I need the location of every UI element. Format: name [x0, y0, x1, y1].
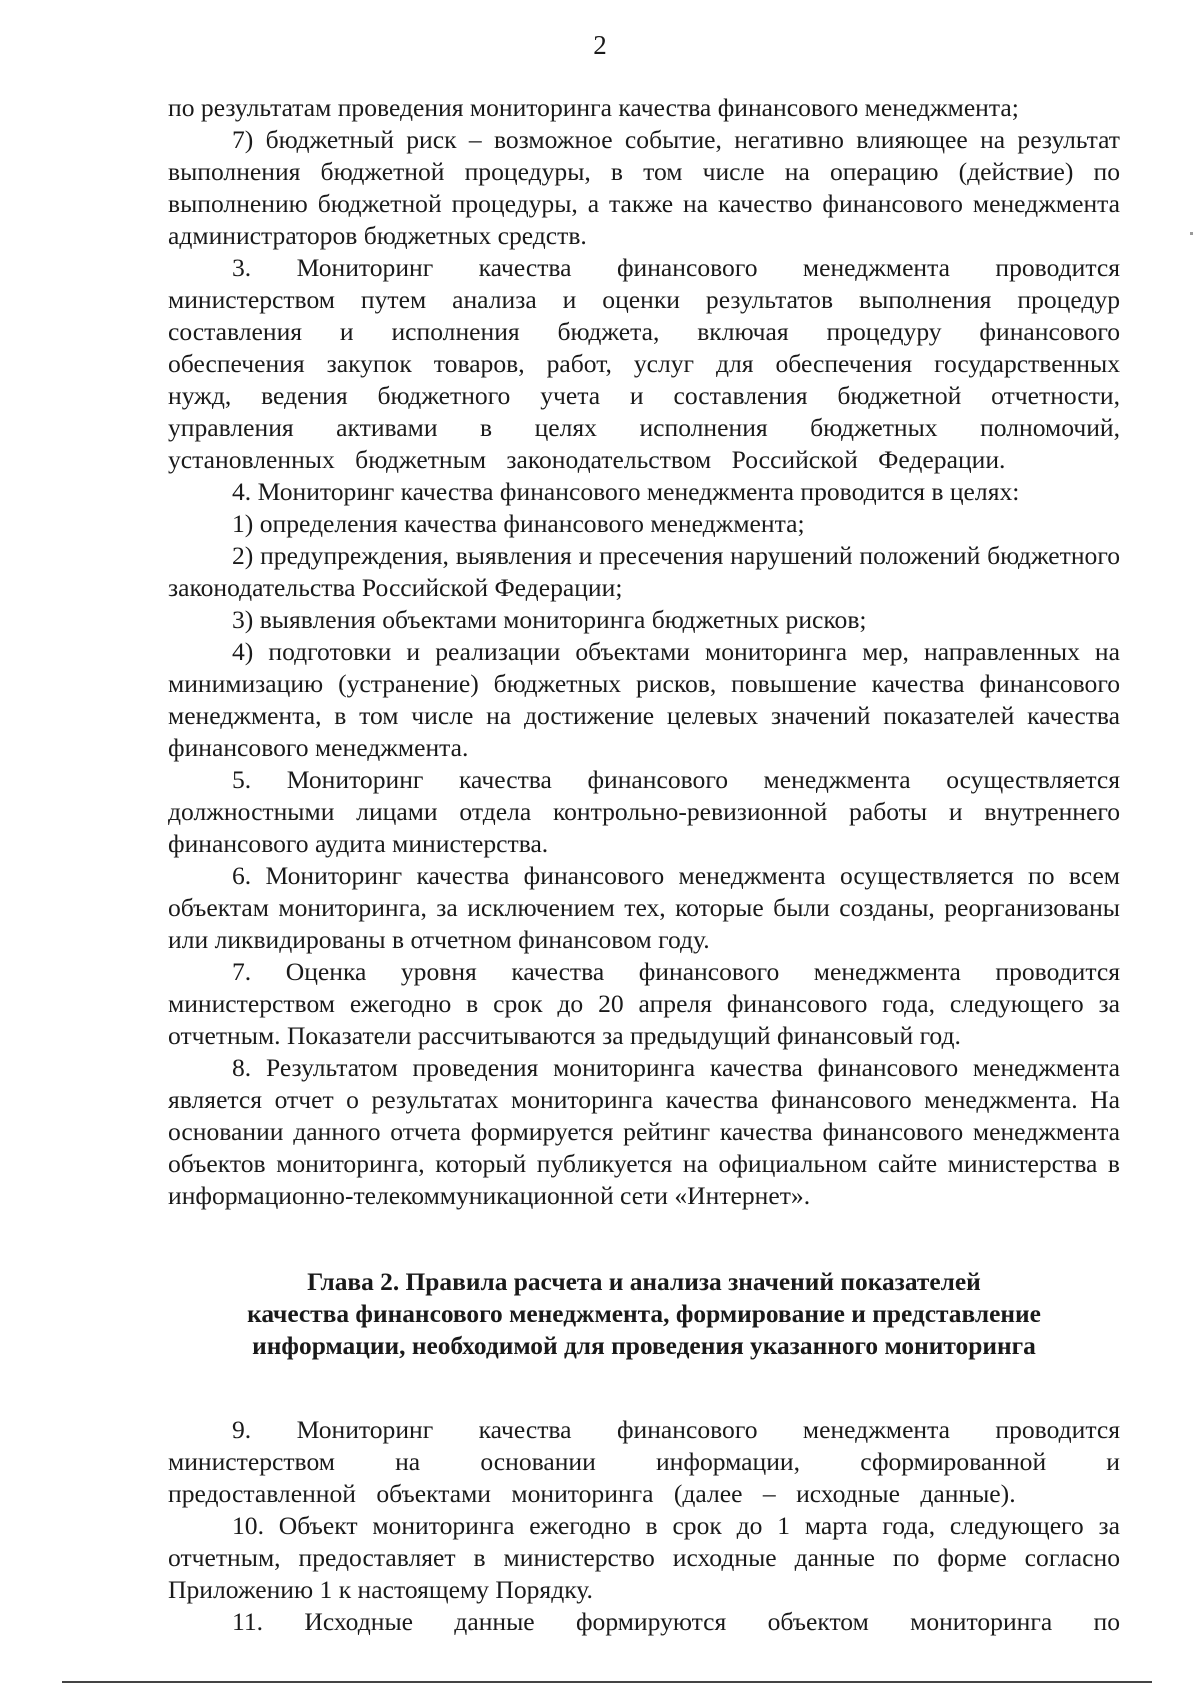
paragraph-8: 8. Результатом проведения мониторинга качества финансового менеджмента является отчет о результатах мониторинга качества финансового менеджмента. На основании данного отчета формируется рейтинг качества финансового менеджмента объектов мониторинга, который публикуется на официальном сайте министерства в информационно-телекоммуникационной сети «Интернет».: [168, 1053, 1120, 1210]
paragraph-10: 10. Объект мониторинга ежегодно в срок до 1 марта года, следующего за отчетным, предоставляет в министерство исходные данные по форме согласно Приложению 1 к настоящему Порядку.: [168, 1511, 1120, 1604]
scan-edge-mark: [1190, 232, 1193, 235]
chapter-2-heading: [168, 1266, 1120, 1362]
paragraph-5: 5. Мониторинг качества финансового менеджмента осуществляется должностными лицами отдела контрольно-ревизионной работы и внутреннего финансового аудита министерства.: [168, 765, 1120, 858]
paragraph-4-item-4: 4) подготовки и реализации объектами мониторинга мер, направленных на минимизацию (устранение) бюджетных рисков, повышение качества финансового менеджмента, в том числе на достижение целевых значений показателей качества финансового менеджмента.: [168, 637, 1120, 762]
page-number: 2: [593, 30, 607, 60]
document-body: [168, 92, 1120, 1638]
paragraph-4-item-2: 2) предупреждения, выявления и пресечения нарушений положений бюджетного законодательства Российской Федерации;: [168, 541, 1120, 602]
paragraph-4-item-3: 3) выявления объектами мониторинга бюджетных рисков;: [232, 605, 867, 634]
paragraph-continuation: по результатам проведения мониторинга качества финансового менеджмента;: [168, 93, 1019, 122]
scan-bottom-rule: [62, 1681, 1152, 1683]
paragraph-9: 9. Мониторинг качества финансового менеджмента проводится министерством на основании информации, сформированной и предоставленной объектами мониторинга (далее – исходные данные).: [168, 1415, 1120, 1508]
chapter-heading-line: информации, необходимой для проведения указанного мониторинга: [252, 1332, 1036, 1360]
chapter-heading-line: Глава 2. Правила расчета и анализа значений показателей: [307, 1268, 981, 1296]
paragraph-item-7-budget-risk: 7) бюджетный риск – возможное событие, негативно влияющее на результат выполнения бюджетной процедуры, в том числе на операцию (действие) по выполнению бюджетной процедуры, а также на качество финансового менеджмента администраторов бюджетных средств.: [168, 125, 1120, 250]
paragraph-4: 4. Мониторинг качества финансового менеджмента проводится в целях:: [232, 477, 1020, 506]
paragraph-6: 6. Мониторинг качества финансового менеджмента осуществляется по всем объектам мониторинга, за исключением тех, которые были созданы, реорганизованы или ликвидированы в отчетном финансовом году.: [168, 861, 1120, 954]
paragraph-3: 3. Мониторинг качества финансового менеджмента проводится министерством путем анализа и оценки результатов выполнения процедур составления и исполнения бюджета, включая процедуру финансового обеспечения закупок товаров, работ, услуг для обеспечения государственных нужд, ведения бюджетного учета и составления бюджетной отчетности, управления активами в целях исполнения бюджетных полномочий, установленных бюджетным законодательством Российской Федерации.: [168, 253, 1120, 474]
paragraph-7: 7. Оценка уровня качества финансового менеджмента проводится министерством ежегодно в срок до 20 апреля финансового года, следующего за отчетным. Показатели рассчитываются за предыдущий финансовый год.: [168, 957, 1120, 1050]
paragraph-11: 11. Исходные данные формируются объектом мониторинга по: [232, 1607, 1120, 1636]
paragraph-4-item-1: 1) определения качества финансового менеджмента;: [232, 509, 805, 538]
chapter-heading-line: качества финансового менеджмента, формирование и представление: [247, 1300, 1041, 1328]
